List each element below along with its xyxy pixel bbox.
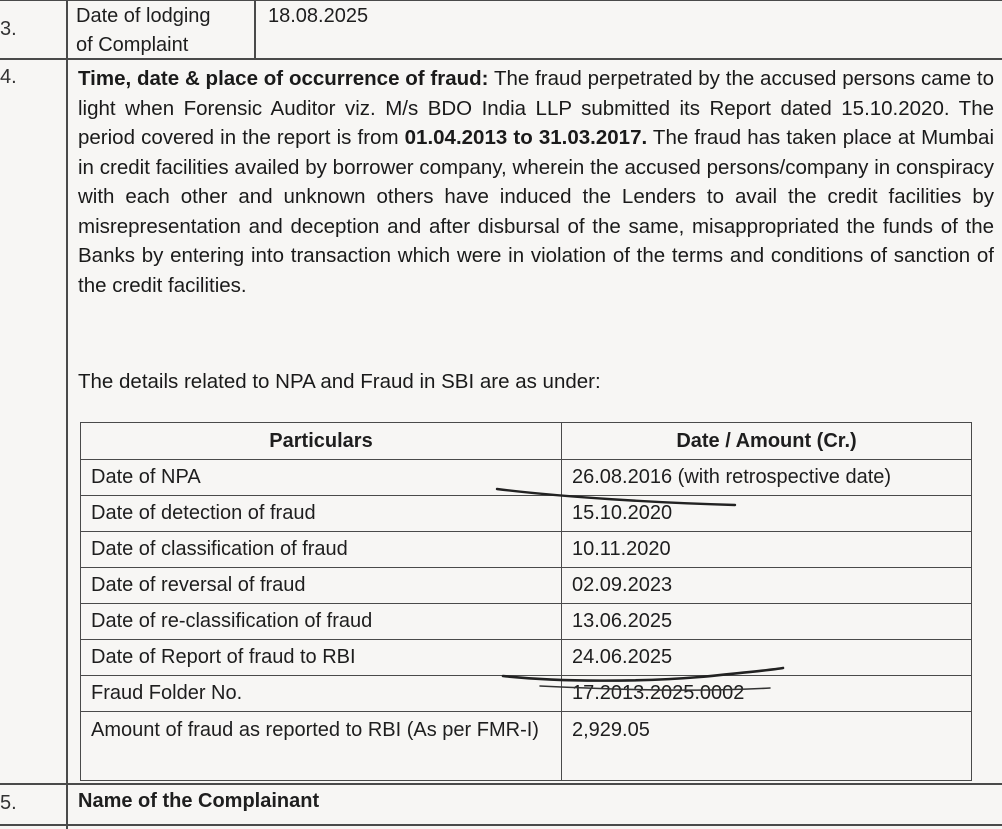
particular-cell: Date of NPA xyxy=(81,460,562,496)
paragraph-text-a: The fraud perpetrated by the accused persons came to light when Forensic Auditor viz. M/s BDO India LLP submitted its Report dated 15.10.2020. The period covered in the report is from xyxy=(78,67,994,149)
particular-cell: Date of re-classification of fraud xyxy=(81,604,562,640)
complainant-label: Name of the Complainant xyxy=(78,790,320,812)
row5-bottom-border xyxy=(0,824,1002,826)
particular-cell: Fraud Folder No. xyxy=(81,676,562,712)
table-header-row xyxy=(81,423,972,460)
table-row xyxy=(81,640,972,676)
table-row xyxy=(81,568,972,604)
particular-cell: Date of detection of fraud xyxy=(81,496,562,532)
particular-cell: Date of Report of fraud to RBI xyxy=(81,640,562,676)
value-cell: 26.08.2016 (with retrospective date) xyxy=(562,460,972,496)
value-cell: 15.10.2020 xyxy=(562,496,972,532)
value-cell: 13.06.2025 xyxy=(562,604,972,640)
row4-number: 4. xyxy=(0,66,17,88)
row3-number: 3. xyxy=(0,18,17,40)
top-border xyxy=(0,0,1002,1)
row4-bottom-border xyxy=(0,783,1002,785)
lodging-date-label-line2: of Complaint xyxy=(76,34,189,56)
value-cell: 17.2013.2025.0002 xyxy=(562,676,972,712)
row3-bottom-border xyxy=(0,58,1002,60)
value-cell: 2,929.05 xyxy=(562,712,972,781)
paragraph-text-b: The fraud has taken place at Mumbai in credit facilities availed by borrower company, wherein the accused persons/company in conspiracy with each other and unknown others have induced the Lenders to avail the credit facilities by misrepresentation and deception and after disbursal of the same, misappropriated the funds of the Banks by entering into transaction which were in violation of the terms and conditions of sanction of the credit facilities. xyxy=(78,126,994,297)
lodging-date-value: 18.08.2025 xyxy=(268,5,369,27)
table-row xyxy=(81,676,972,712)
table-row xyxy=(81,496,972,532)
header-date-amount: Date / Amount (Cr.) xyxy=(562,423,972,460)
particular-cell: Date of classification of fraud xyxy=(81,532,562,568)
row3-value-divider xyxy=(254,0,256,58)
number-column-divider xyxy=(66,0,68,829)
value-cell: 24.06.2025 xyxy=(562,640,972,676)
particular-cell: Date of reversal of fraud xyxy=(81,568,562,604)
lodging-date-label-line1: Date of lodging xyxy=(76,5,211,27)
table-row xyxy=(81,532,972,568)
particular-cell: Amount of fraud as reported to RBI (As per FMR-I) xyxy=(81,712,562,781)
table-row xyxy=(81,712,972,781)
period-covered: 01.04.2013 to 31.03.2017. xyxy=(404,126,648,149)
value-cell: 02.09.2023 xyxy=(562,568,972,604)
table-row xyxy=(81,604,972,640)
fraud-occurrence-paragraph xyxy=(78,64,994,300)
fraud-occurrence-heading: Time, date & place of occurrence of fraud: xyxy=(78,67,489,90)
details-intro: The details related to NPA and Fraud in SBI are as under: xyxy=(78,370,601,393)
value-cell: 10.11.2020 xyxy=(562,532,972,568)
npa-fraud-details-table xyxy=(80,422,972,781)
table-row xyxy=(81,460,972,496)
row5-number: 5. xyxy=(0,792,17,814)
header-particulars: Particulars xyxy=(81,423,562,460)
